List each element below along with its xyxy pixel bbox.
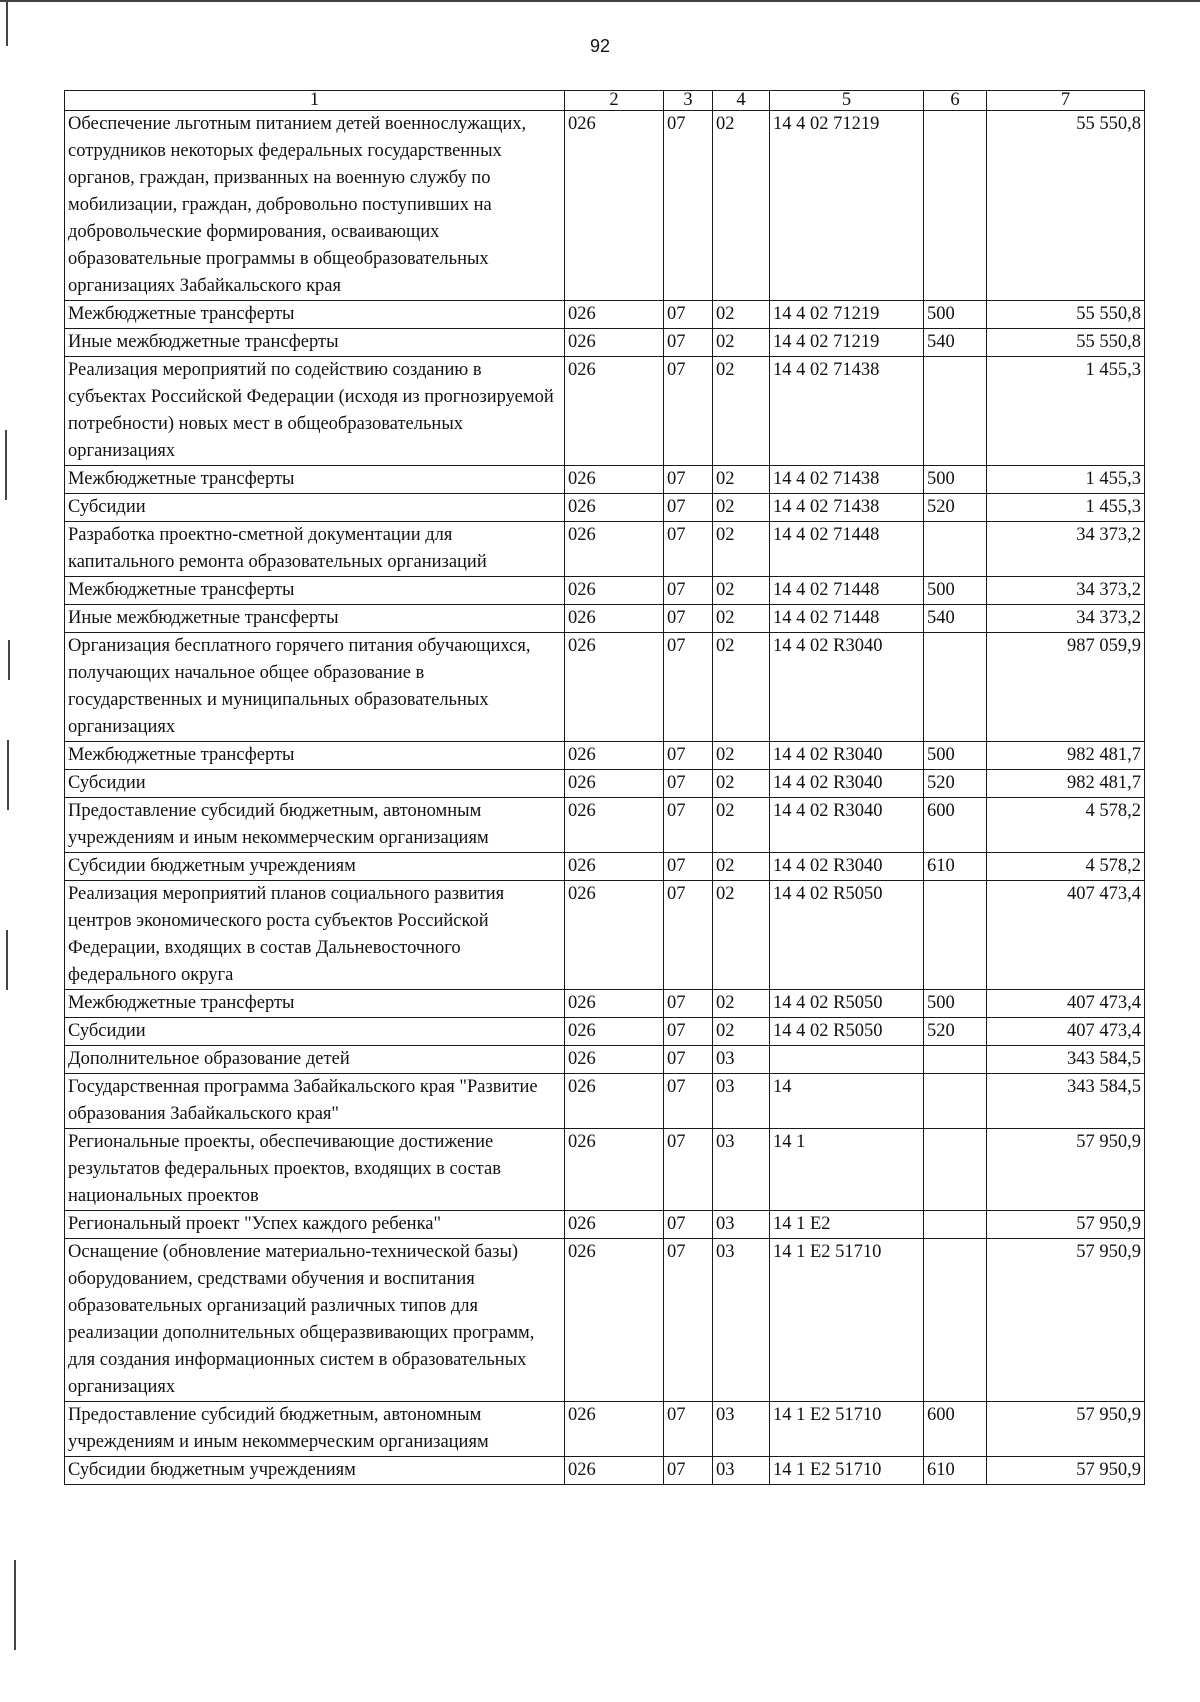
cell-name: Реализация мероприятий по содействию созданию в субъектах Российской Федерации (исходя из прогнозируемой потребности) новых мест в общеобразовательных организациях: [65, 357, 565, 466]
cell-section: 07: [664, 742, 713, 770]
cell-name: Разработка проектно-сметной документации для капитального ремонта образовательных организаций: [65, 522, 565, 577]
cell-expense-type: 500: [924, 990, 987, 1018]
cell-section: 07: [664, 1074, 713, 1129]
cell-section: 07: [664, 1457, 713, 1485]
cell-amount: 987 059,9: [987, 633, 1145, 742]
cell-expense-type: 500: [924, 577, 987, 605]
cell-name: Субсидии бюджетным учреждениям: [65, 853, 565, 881]
table-row: [65, 633, 1145, 742]
cell-name: Региональные проекты, обеспечивающие достижение результатов федеральных проектов, входящих в состав национальных проектов: [65, 1129, 565, 1211]
cell-admin-code: 026: [565, 1074, 664, 1129]
cell-subsection: 02: [713, 522, 770, 577]
cell-expense-type: [924, 881, 987, 990]
cell-expense-type: 520: [924, 494, 987, 522]
cell-section: 07: [664, 633, 713, 742]
cell-subsection: 02: [713, 329, 770, 357]
cell-amount: 407 473,4: [987, 990, 1145, 1018]
table-row: [65, 1457, 1145, 1485]
cell-target-article: 14 4 02 R5050: [770, 1018, 924, 1046]
cell-target-article: 14 4 02 R3040: [770, 853, 924, 881]
header-col-5: 5: [770, 91, 924, 111]
cell-expense-type: [924, 357, 987, 466]
cell-amount: 34 373,2: [987, 605, 1145, 633]
cell-name: Иные межбюджетные трансферты: [65, 605, 565, 633]
cell-target-article: 14 4 02 R5050: [770, 990, 924, 1018]
cell-expense-type: 610: [924, 853, 987, 881]
cell-target-article: 14: [770, 1074, 924, 1129]
cell-target-article: 14 4 02 71219: [770, 329, 924, 357]
cell-amount: 57 950,9: [987, 1211, 1145, 1239]
page-number: 92: [589, 36, 611, 56]
table-row: [65, 605, 1145, 633]
cell-amount: 407 473,4: [987, 881, 1145, 990]
cell-target-article: 14 4 02 R3040: [770, 770, 924, 798]
table-row: [65, 990, 1145, 1018]
cell-admin-code: 026: [565, 522, 664, 577]
cell-expense-type: 600: [924, 798, 987, 853]
cell-section: 07: [664, 605, 713, 633]
cell-admin-code: 026: [565, 742, 664, 770]
scan-mark: [5, 430, 7, 500]
cell-section: 07: [664, 1402, 713, 1457]
table-row: [65, 1129, 1145, 1211]
header-col-6: 6: [924, 91, 987, 111]
cell-name: Государственная программа Забайкальского края "Развитие образования Забайкальского края": [65, 1074, 565, 1129]
cell-admin-code: 026: [565, 633, 664, 742]
cell-expense-type: 500: [924, 301, 987, 329]
cell-admin-code: 026: [565, 1211, 664, 1239]
header-col-4: 4: [713, 91, 770, 111]
cell-name: Межбюджетные трансферты: [65, 301, 565, 329]
cell-admin-code: 026: [565, 111, 664, 301]
table-row: [65, 466, 1145, 494]
cell-target-article: 14 4 02 71438: [770, 466, 924, 494]
cell-subsection: 02: [713, 770, 770, 798]
cell-amount: 57 950,9: [987, 1457, 1145, 1485]
table-row: [65, 1239, 1145, 1402]
cell-name: Межбюджетные трансферты: [65, 466, 565, 494]
cell-target-article: 14 4 02 71219: [770, 301, 924, 329]
cell-section: 07: [664, 798, 713, 853]
table-row: [65, 770, 1145, 798]
cell-subsection: 02: [713, 494, 770, 522]
cell-name: Субсидии бюджетным учреждениям: [65, 1457, 565, 1485]
cell-subsection: 03: [713, 1402, 770, 1457]
header-col-2: 2: [565, 91, 664, 111]
cell-name: Региональный проект "Успех каждого ребенка": [65, 1211, 565, 1239]
table-row: [65, 522, 1145, 577]
cell-admin-code: 026: [565, 1018, 664, 1046]
cell-amount: 1 455,3: [987, 466, 1145, 494]
cell-amount: 55 550,8: [987, 111, 1145, 301]
cell-admin-code: 026: [565, 1402, 664, 1457]
cell-subsection: 03: [713, 1239, 770, 1402]
cell-target-article: 14 1: [770, 1129, 924, 1211]
cell-admin-code: 026: [565, 990, 664, 1018]
cell-name: Предоставление субсидий бюджетным, автономным учреждениям и иным некоммерческим организациям: [65, 798, 565, 853]
cell-target-article: 14 4 02 R3040: [770, 798, 924, 853]
cell-admin-code: 026: [565, 301, 664, 329]
table-row: [65, 798, 1145, 853]
cell-name: Предоставление субсидий бюджетным, автономным учреждениям и иным некоммерческим организациям: [65, 1402, 565, 1457]
cell-section: 07: [664, 1239, 713, 1402]
cell-target-article: 14 1 E2 51710: [770, 1457, 924, 1485]
cell-section: 07: [664, 466, 713, 494]
cell-section: 07: [664, 329, 713, 357]
cell-name: Субсидии: [65, 770, 565, 798]
scan-mark: [6, 930, 8, 990]
cell-subsection: 02: [713, 577, 770, 605]
cell-admin-code: 026: [565, 466, 664, 494]
cell-expense-type: 500: [924, 742, 987, 770]
cell-admin-code: 026: [565, 357, 664, 466]
cell-admin-code: 026: [565, 770, 664, 798]
cell-target-article: 14 4 02 71219: [770, 111, 924, 301]
cell-subsection: 02: [713, 111, 770, 301]
cell-expense-type: [924, 1129, 987, 1211]
table-row: [65, 1046, 1145, 1074]
cell-expense-type: [924, 1211, 987, 1239]
cell-section: 07: [664, 301, 713, 329]
cell-subsection: 02: [713, 990, 770, 1018]
cell-name: Обеспечение льготным питанием детей военнослужащих, сотрудников некоторых федеральных государственных органов, граждан, призванных на военную службу по мобилизации, граждан, добровольно поступивших на добровольческие формирования, осваивающих образовательные программы в общеобразовательных организациях Забайкальского края: [65, 111, 565, 301]
cell-section: 07: [664, 990, 713, 1018]
cell-amount: 343 584,5: [987, 1074, 1145, 1129]
table-row: [65, 742, 1145, 770]
cell-subsection: 02: [713, 881, 770, 990]
cell-name: Оснащение (обновление материально-технической базы) оборудованием, средствами обучения и воспитания образовательных организаций различных типов для реализации дополнительных общеразвивающих программ, для создания информационных систем в образовательных организациях: [65, 1239, 565, 1402]
cell-subsection: 02: [713, 1018, 770, 1046]
table-body: [65, 111, 1145, 1485]
cell-expense-type: [924, 1239, 987, 1402]
cell-expense-type: [924, 111, 987, 301]
table-row: [65, 577, 1145, 605]
cell-name: Межбюджетные трансферты: [65, 577, 565, 605]
cell-section: 07: [664, 1211, 713, 1239]
cell-target-article: 14 4 02 71448: [770, 605, 924, 633]
header-col-1: 1: [65, 91, 565, 111]
cell-amount: 982 481,7: [987, 742, 1145, 770]
cell-expense-type: 520: [924, 1018, 987, 1046]
header-row: [65, 91, 1145, 111]
cell-section: 07: [664, 1018, 713, 1046]
cell-expense-type: [924, 522, 987, 577]
cell-amount: 57 950,9: [987, 1239, 1145, 1402]
cell-target-article: 14 1 E2 51710: [770, 1239, 924, 1402]
cell-name: Иные межбюджетные трансферты: [65, 329, 565, 357]
scan-mark: [0, 0, 1200, 2]
cell-expense-type: 610: [924, 1457, 987, 1485]
cell-amount: 57 950,9: [987, 1402, 1145, 1457]
cell-target-article: 14 4 02 71438: [770, 357, 924, 466]
cell-subsection: 02: [713, 633, 770, 742]
cell-name: Субсидии: [65, 494, 565, 522]
cell-amount: 55 550,8: [987, 329, 1145, 357]
cell-section: 07: [664, 357, 713, 466]
cell-target-article: 14 4 02 71448: [770, 522, 924, 577]
cell-admin-code: 026: [565, 1129, 664, 1211]
cell-expense-type: 520: [924, 770, 987, 798]
cell-name: Субсидии: [65, 1018, 565, 1046]
table-row: [65, 1074, 1145, 1129]
cell-amount: 34 373,2: [987, 577, 1145, 605]
cell-section: 07: [664, 577, 713, 605]
cell-section: 07: [664, 1129, 713, 1211]
cell-amount: 34 373,2: [987, 522, 1145, 577]
cell-admin-code: 026: [565, 1239, 664, 1402]
cell-admin-code: 026: [565, 329, 664, 357]
cell-subsection: 03: [713, 1129, 770, 1211]
table-row: [65, 329, 1145, 357]
scan-mark: [8, 640, 10, 680]
cell-subsection: 03: [713, 1457, 770, 1485]
cell-amount: 4 578,2: [987, 798, 1145, 853]
cell-subsection: 03: [713, 1046, 770, 1074]
cell-target-article: 14 4 02 R3040: [770, 742, 924, 770]
table-row: [65, 1018, 1145, 1046]
cell-target-article: [770, 1046, 924, 1074]
cell-section: 07: [664, 770, 713, 798]
cell-name: Дополнительное образование детей: [65, 1046, 565, 1074]
cell-name: Межбюджетные трансферты: [65, 742, 565, 770]
cell-name: Организация бесплатного горячего питания обучающихся, получающих начальное общее образование в государственных и муниципальных образовательных организациях: [65, 633, 565, 742]
scan-mark: [6, 0, 8, 46]
cell-section: 07: [664, 111, 713, 301]
cell-subsection: 02: [713, 853, 770, 881]
table-row: [65, 1402, 1145, 1457]
cell-name: Реализация мероприятий планов социального развития центров экономического роста субъектов Российской Федерации, входящих в состав Дальневосточного федерального округа: [65, 881, 565, 990]
cell-admin-code: 026: [565, 853, 664, 881]
cell-subsection: 02: [713, 357, 770, 466]
cell-amount: 343 584,5: [987, 1046, 1145, 1074]
cell-admin-code: 026: [565, 494, 664, 522]
cell-subsection: 02: [713, 798, 770, 853]
cell-admin-code: 026: [565, 577, 664, 605]
cell-expense-type: [924, 1046, 987, 1074]
table-row: [65, 494, 1145, 522]
header-col-3: 3: [664, 91, 713, 111]
cell-subsection: 02: [713, 466, 770, 494]
cell-subsection: 03: [713, 1074, 770, 1129]
cell-admin-code: 026: [565, 1457, 664, 1485]
table-row: [65, 1211, 1145, 1239]
cell-expense-type: [924, 633, 987, 742]
cell-target-article: 14 4 02 R5050: [770, 881, 924, 990]
cell-amount: 57 950,9: [987, 1129, 1145, 1211]
cell-section: 07: [664, 522, 713, 577]
cell-admin-code: 026: [565, 605, 664, 633]
budget-table: [64, 90, 1145, 1485]
table-row: [65, 357, 1145, 466]
cell-expense-type: 500: [924, 466, 987, 494]
cell-target-article: 14 4 02 R3040: [770, 633, 924, 742]
cell-expense-type: 600: [924, 1402, 987, 1457]
cell-admin-code: 026: [565, 798, 664, 853]
scan-mark: [14, 1560, 16, 1650]
table-row: [65, 853, 1145, 881]
cell-amount: 55 550,8: [987, 301, 1145, 329]
table-row: [65, 301, 1145, 329]
cell-admin-code: 026: [565, 881, 664, 990]
cell-expense-type: 540: [924, 329, 987, 357]
cell-target-article: 14 4 02 71438: [770, 494, 924, 522]
cell-amount: 4 578,2: [987, 853, 1145, 881]
header-col-7: 7: [987, 91, 1145, 111]
table-row: [65, 881, 1145, 990]
cell-section: 07: [664, 1046, 713, 1074]
cell-amount: 1 455,3: [987, 494, 1145, 522]
cell-expense-type: [924, 1074, 987, 1129]
cell-admin-code: 026: [565, 1046, 664, 1074]
cell-amount: 407 473,4: [987, 1018, 1145, 1046]
table-header: [65, 91, 1145, 111]
cell-subsection: 02: [713, 742, 770, 770]
cell-subsection: 03: [713, 1211, 770, 1239]
cell-expense-type: 540: [924, 605, 987, 633]
cell-section: 07: [664, 853, 713, 881]
scan-mark: [7, 740, 9, 810]
cell-target-article: 14 4 02 71448: [770, 577, 924, 605]
table-row: [65, 111, 1145, 301]
cell-amount: 982 481,7: [987, 770, 1145, 798]
cell-subsection: 02: [713, 301, 770, 329]
cell-amount: 1 455,3: [987, 357, 1145, 466]
cell-section: 07: [664, 881, 713, 990]
cell-subsection: 02: [713, 605, 770, 633]
cell-target-article: 14 1 E2 51710: [770, 1402, 924, 1457]
cell-name: Межбюджетные трансферты: [65, 990, 565, 1018]
cell-section: 07: [664, 494, 713, 522]
cell-target-article: 14 1 E2: [770, 1211, 924, 1239]
